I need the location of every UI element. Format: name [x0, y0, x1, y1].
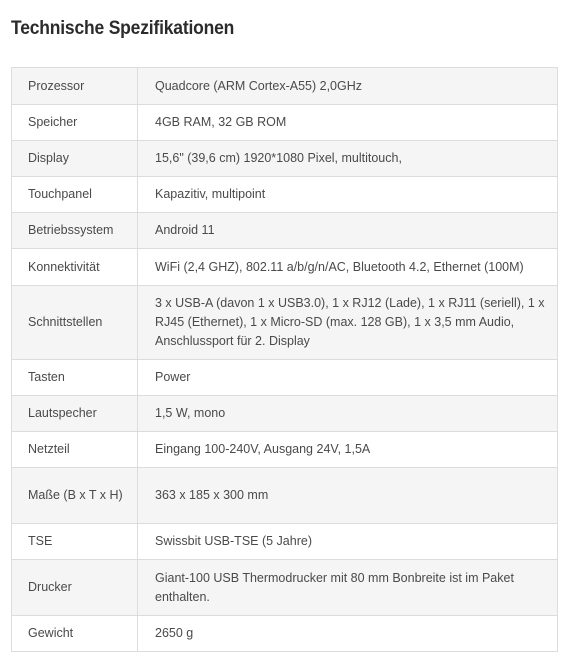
table-row: [12, 105, 558, 141]
spec-label: Prozessor: [12, 68, 138, 105]
spec-table: [11, 67, 558, 652]
table-row: [12, 396, 558, 432]
spec-value: Kapazitiv, multipoint: [138, 177, 558, 213]
spec-label: Tasten: [12, 360, 138, 396]
spec-label: Schnittstellen: [12, 286, 138, 360]
spec-label: TSE: [12, 524, 138, 560]
spec-value: WiFi (2,4 GHZ), 802.11 a/b/g/n/AC, Bluetooth 4.2, Ethernet (100M): [138, 249, 558, 286]
spec-value: 4GB RAM, 32 GB ROM: [138, 105, 558, 141]
spec-value: 2650 g: [138, 616, 558, 652]
table-row: [12, 616, 558, 652]
spec-label: Netzteil: [12, 432, 138, 468]
table-row: [12, 286, 558, 360]
spec-label: Betriebssystem: [12, 213, 138, 249]
spec-label: Maße (B x T x H): [12, 468, 138, 524]
spec-label: Lautspecher: [12, 396, 138, 432]
spec-value: Swissbit USB-TSE (5 Jahre): [138, 524, 558, 560]
spec-value: 15,6" (39,6 cm) 1920*1080 Pixel, multitouch,: [138, 141, 558, 177]
spec-label: Gewicht: [12, 616, 138, 652]
spec-label: Konnektivität: [12, 249, 138, 286]
table-row: [12, 468, 558, 524]
table-row: [12, 68, 558, 105]
table-row: [12, 560, 558, 616]
table-row: [12, 524, 558, 560]
table-row: [12, 432, 558, 468]
page-title: Technische Spezifikationen: [11, 18, 235, 39]
table-row: [12, 249, 558, 286]
spec-value: Power: [138, 360, 558, 396]
table-row: [12, 141, 558, 177]
spec-label: Display: [12, 141, 138, 177]
spec-value: 363 x 185 x 300 mm: [138, 468, 558, 524]
table-row: [12, 360, 558, 396]
spec-label: Speicher: [12, 105, 138, 141]
table-row: [12, 177, 558, 213]
spec-value: Android 11: [138, 213, 558, 249]
spec-value: Quadcore (ARM Cortex-A55) 2,0GHz: [138, 68, 558, 105]
spec-value: Giant-100 USB Thermodrucker mit 80 mm Bonbreite ist im Paket enthalten.: [138, 560, 558, 616]
spec-value: 1,5 W, mono: [138, 396, 558, 432]
spec-value: 3 x USB-A (davon 1 x USB3.0), 1 x RJ12 (Lade), 1 x RJ11 (seriell), 1 x RJ45 (Ethernet), 1 x Micro-SD (max. 128 GB), 1 x 3,5 mm Audio, Anschlussport für 2. Display: [138, 286, 558, 360]
spec-label: Drucker: [12, 560, 138, 616]
spec-label: Touchpanel: [12, 177, 138, 213]
spec-value: Eingang 100-240V, Ausgang 24V, 1,5A: [138, 432, 558, 468]
table-row: [12, 213, 558, 249]
